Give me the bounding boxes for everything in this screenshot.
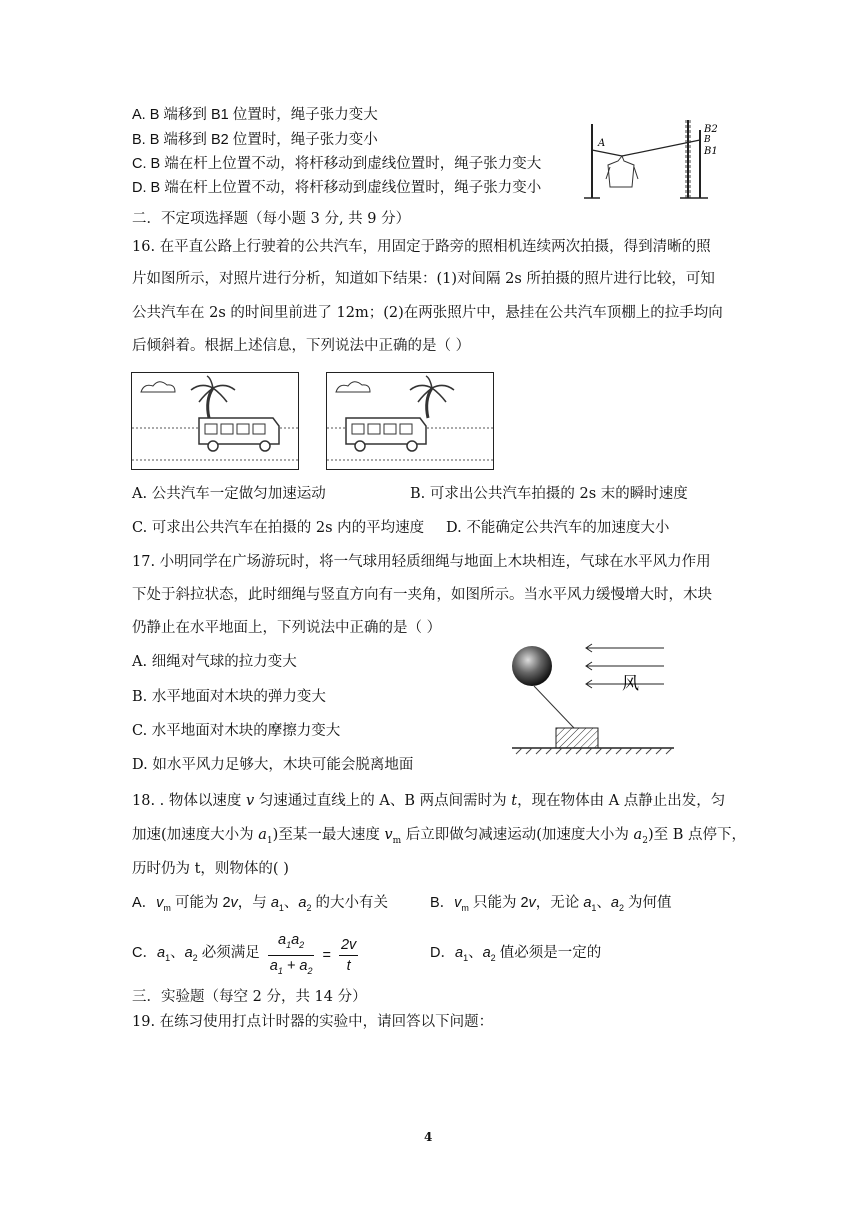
equals-sign: =: [322, 947, 331, 964]
q17-option-a: A. 细绳对气球的拉力变大: [132, 654, 297, 670]
q16-option-d: D. 不能确定公共汽车的加速度大小: [446, 520, 670, 536]
q16-photo-1: [131, 372, 299, 470]
label-b: B: [704, 135, 711, 145]
q18-option-d: D．$a_1$、$a_2$ 值必须是一定的: [430, 945, 602, 963]
q16-option-b: B. 可求出公共汽车拍摄的 2s 末的瞬时速度: [410, 486, 688, 502]
label-b1: B1: [704, 146, 718, 157]
q18-text-1: 18. . 物体以速度 v 匀速通过直线上的 A、B 两点间需时为 t，现在物体由 A 点静止出发，匀: [132, 793, 726, 809]
q18-text-3: 历时仍为 t，则物体的( ): [132, 861, 289, 877]
label-a: A: [598, 138, 606, 149]
q16-text-1: 16. 在平直公路上行驶着的公共汽车，用固定于路旁的照相机连续两次拍摄，得到清晰的照: [132, 239, 711, 255]
label-b2: B2: [704, 124, 718, 135]
q16-option-c: C. 可求出公共汽车在拍摄的 2s 内的平均速度: [132, 520, 425, 536]
q16-option-a: A. 公共汽车一定做匀加速运动: [132, 486, 326, 502]
q17-figure: [508, 636, 678, 766]
q18-option-a: A．$v_m$ 可能为 2v，与 $a_1$、$a_2$ 的大小有关: [132, 895, 389, 913]
q18-option-b: B．$v_m$ 只能为 2v，无论 $a_1$、$a_2$ 为何值: [430, 895, 672, 913]
q15-option-c: C. B 端在杆上位置不动，将杆移动到虚线位置时，绳子张力变大: [132, 156, 542, 172]
q17-option-c: C. 水平地面对木块的摩擦力变大: [132, 723, 341, 739]
page-number: 4: [424, 1130, 433, 1144]
q15-figure: [580, 112, 730, 208]
section-2-heading: 二．不定项选择题（每小题 3 分, 共 9 分）: [132, 211, 411, 227]
q15-option-d: D. B 端在杆上位置不动，将杆移动到虚线位置时，绳子张力变小: [132, 180, 542, 196]
q16-text-4: 后倾斜着。根据上述信息，下列说法中正确的是（ ）: [132, 338, 471, 354]
q16-photo-2: [326, 372, 494, 470]
q17-text-2: 下处于斜拉状态，此时细绳与竖直方向有一夹角，如图所示。当水平风力缓慢增大时，木块: [132, 587, 712, 603]
wind-label: 风: [622, 674, 639, 694]
q17-text-1: 17. 小明同学在广场游玩时，将一气球用轻质细绳与地面上木块相连，气球在水平风力作用: [132, 554, 711, 570]
q18-option-c: C．$a_1$、$a_2$ 必须满足 $\frac{a_1a_2}{a_1 + a_2}$ = $\frac{2v}{t}$: [132, 930, 362, 981]
q15-option-a: A. B 端移到 B1 位置时，绳子张力变大: [132, 107, 378, 123]
section-3-heading: 三．实验题（每空 2 分，共 14 分）: [132, 989, 367, 1005]
fraction-right: $\frac{2v}{t}$: [340, 936, 357, 974]
fraction-left: $\frac{a_1a_2}{a_1 + a_2}$: [269, 932, 313, 976]
q18-text-2: 加速(加速度大小为 $a_1$)至某一最大速度 $v_m$ 后立即做匀减速运动(加速度大小为 $a_2$)至 B 点停下，: [132, 827, 746, 846]
q15-option-b: B. B 端移到 B2 位置时，绳子张力变小: [132, 132, 378, 148]
q17-text-3: 仍静止在水平地面上，下列说法中正确的是（ ）: [132, 620, 442, 636]
q16-text-3: 公共汽车在 2s 的时间里前进了 12m；(2)在两张照片中，悬挂在公共汽车顶棚上的拉手均向: [132, 305, 723, 321]
q19-text: 19. 在练习使用打点计时器的实验中，请回答以下问题：: [132, 1014, 494, 1030]
q16-text-2: 片如图所示，对照片进行分析，知道如下结果：(1)对间隔 2s 所拍摄的照片进行比较，可知: [132, 271, 715, 287]
q17-option-d: D. 如水平风力足够大，木块可能会脱离地面: [132, 757, 414, 773]
q17-option-b: B. 水平地面对木块的弹力变大: [132, 689, 326, 705]
